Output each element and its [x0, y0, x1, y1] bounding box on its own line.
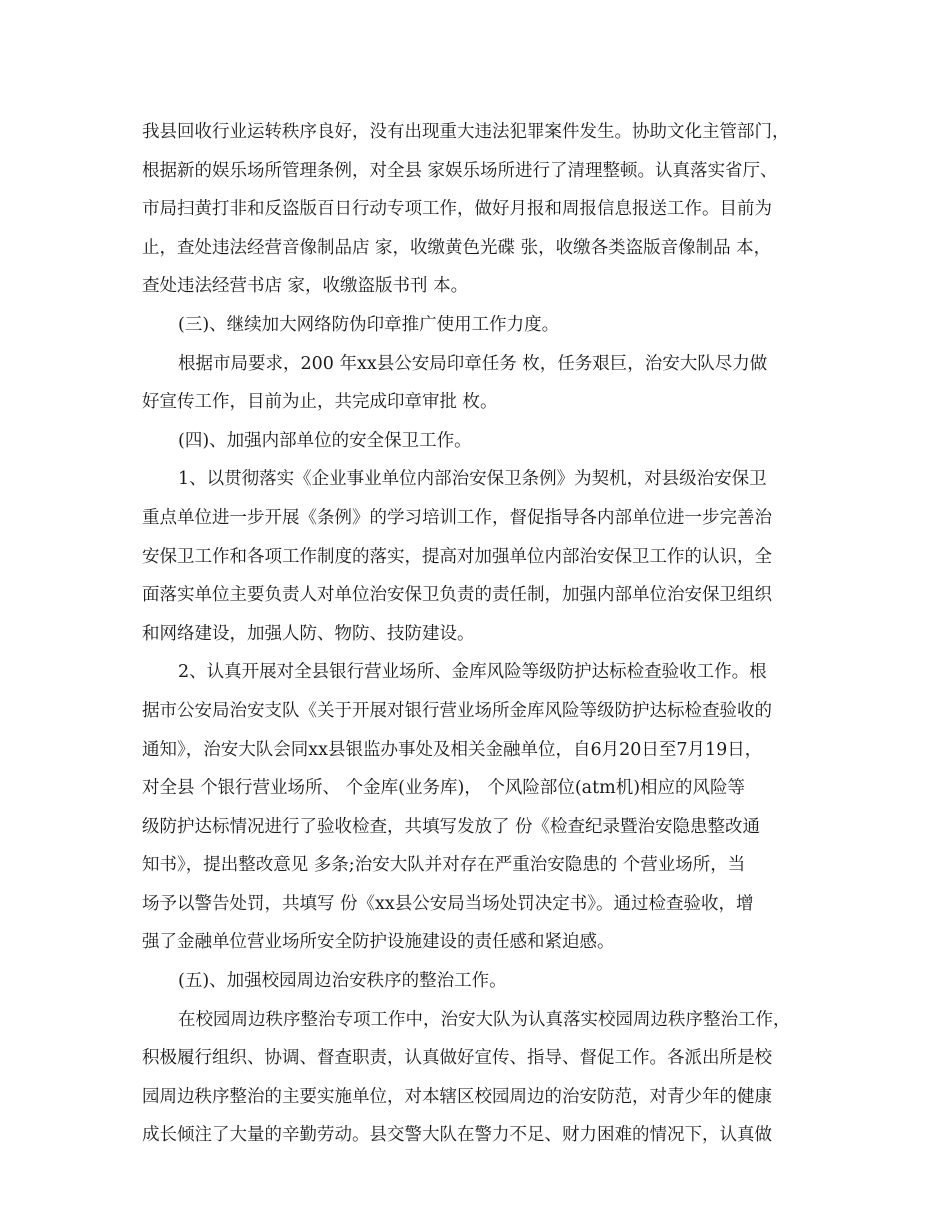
text-line: 止，查处违法经营音像制品店 家，收缴黄色光碟 张，收缴各类盗版音像制品 本，: [142, 237, 772, 258]
text-line: 重点单位进一步开展《条例》的学习培训工作，督促指导各内部单位进一步完善治: [142, 507, 772, 528]
text-line: 据市公安局治安支队《关于开展对银行营业场所金库风险等级防护达标检查验收的: [142, 700, 772, 721]
text-line: 通知》，治安大队会同xx县银监办事处及相关金融单位，自6月20日至7月19日，: [142, 739, 763, 760]
text-line: 我县回收行业运转秩序良好，没有出现重大违法犯罪案件发生。协助文化主管部门，: [142, 122, 790, 142]
text-line: 安保卫工作和各项工作制度的落实，提高对加强单位内部治安保卫工作的认识，全: [142, 546, 772, 567]
text-line: 级防护达标情况进行了验收检查，共填写发放了 份《检查纪录暨治安隐患整改通: [142, 816, 761, 837]
paragraph-first-line: 在校园周边秩序整治专项工作中，治安大队为认真落实校园周边秩序整治工作，: [178, 1009, 791, 1030]
section-heading: (五)、加强校园周边治安秩序的整治工作。: [178, 971, 507, 992]
text-line: 面落实单位主要负责人对单位治安保卫负责的责任制，加强内部单位治安保卫组织: [142, 585, 772, 606]
text-line: 查处违法经营书店 家，收缴盗版书刊 本。: [142, 276, 469, 297]
text-line: 知书》，提出整改意见 多条;治安大队并对存在严重治安隐患的 个营业场所，当: [142, 855, 746, 876]
text-line: 场予以警告处罚，共填写 份《xx县公安局当场处罚决定书》。通过检查验收，增: [142, 893, 754, 914]
paragraph-first-line: 根据市局要求，200 年xx县公安局印章任务 枚，任务艰巨，治安大队尽力做: [178, 353, 768, 374]
document-body: [142, 113, 822, 1155]
text-line: 积极履行组织、协调、督查职责，认真做好宣传、指导、督促工作。各派出所是校: [142, 1048, 772, 1069]
text-line: 和网络建设，加强人防、物防、技防建设。: [142, 623, 475, 644]
text-line: 园周边秩序整治的主要实施单位，对本辖区校园周边的治安防范，对青少年的健康: [142, 1086, 772, 1107]
text-line: 强了金融单位营业场所安全防护设施建设的责任感和紧迫感。: [142, 932, 615, 953]
paragraph-first-line: 2、认真开展对全县银行营业场所、金库风险等级防护达标检查验收工作。根: [178, 662, 767, 683]
text-line: 根据新的娱乐场所管理条例，对全县 家娱乐场所进行了清理整顿。认真落实省厅、: [142, 160, 778, 181]
paragraph-first-line: 1、以贯彻落实《企业事业单位内部治安保卫条例》为契机，对县级治安保卫: [178, 469, 767, 490]
text-line: 好宣传工作，目前为止，共完成印章审批 枚。: [142, 392, 498, 413]
text-line: 成长倾注了大量的辛勤劳动。县交警大队在警力不足、财力困难的情况下，认真做: [142, 1125, 772, 1146]
section-heading: (三)、继续加大网络防伪印章推广使用工作力度。: [178, 314, 560, 335]
text-line: 市局扫黄打非和反盗版百日行动专项工作，做好月报和周报信息报送工作。目前为: [142, 199, 772, 220]
text-line: 对全县 个银行营业场所、 个金库(业务库)， 个风险部位(atm机)相应的风险等: [142, 778, 746, 799]
section-heading: (四)、加强内部单位的安全保卫工作。: [178, 430, 472, 451]
